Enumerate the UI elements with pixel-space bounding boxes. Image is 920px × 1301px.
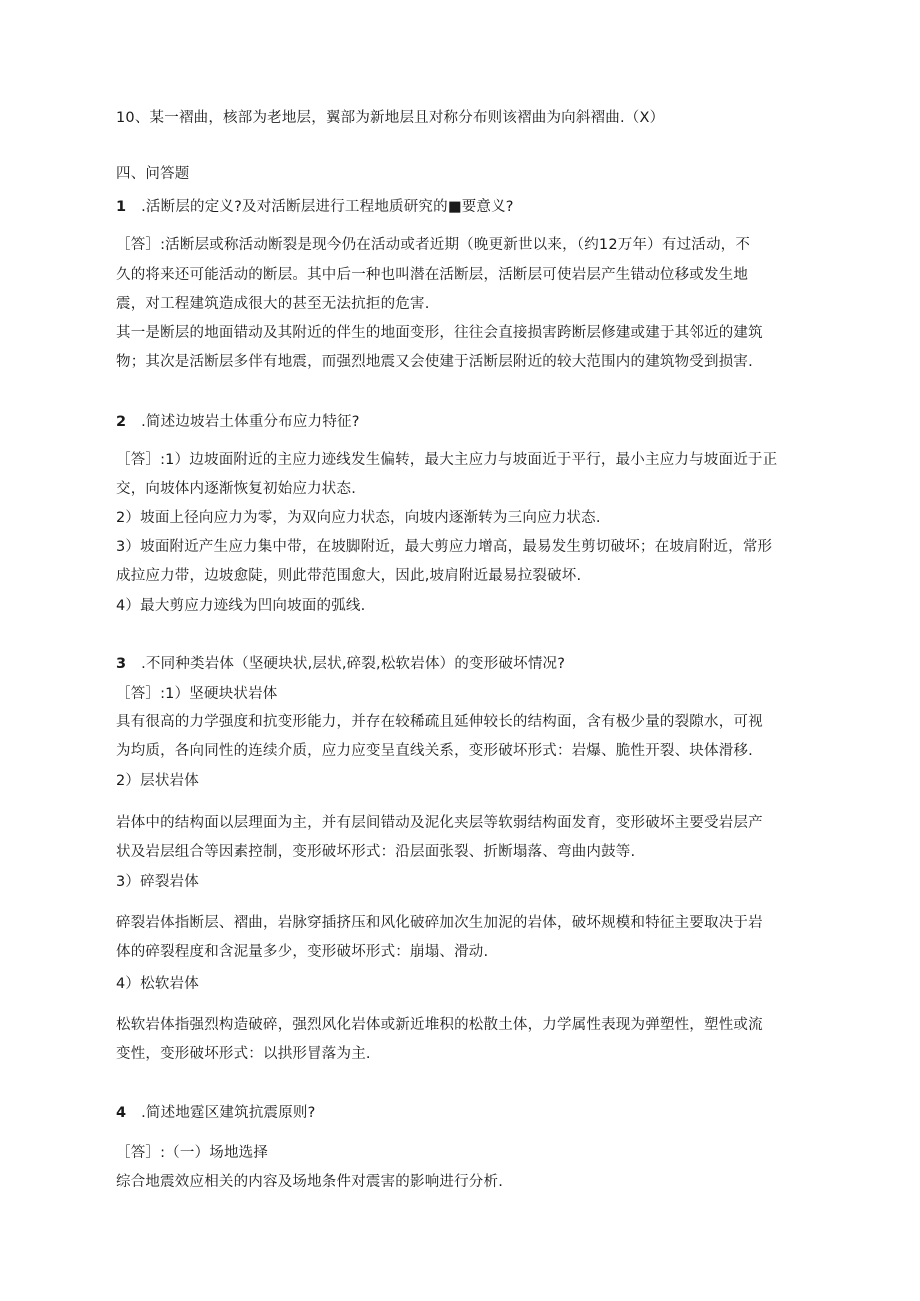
question-text: .不同种类岩体（坚硬块状,层状,碎裂,松软岩体）的变形破坏情况? xyxy=(141,656,566,672)
question-text: .简述地霆区建筑抗震原则? xyxy=(141,1105,316,1121)
answer-line: 久的将来还可能活动的断层。其中后一种也叫潜在活断层，活断层可使岩层产生错动位移或发生地 xyxy=(116,267,749,283)
answer-line: 4）松软岩体 xyxy=(116,976,199,992)
answer-line: 震，对工程建筑造成很大的甚至无法抗拒的危害. xyxy=(116,296,430,312)
question-4 xyxy=(116,1103,316,1123)
answer-line: ［答］:1）边坡面附近的主应力迹线发生偏转，最大主应力与坡面近于平行，最小主应力与坡面近于正 xyxy=(116,452,778,468)
answer-line: 3）碎裂岩体 xyxy=(116,874,199,890)
answer-line: 3）坡面附近产生应力集中带，在坡脚附近，最大剪应力增高，最易发生剪切破坏；在坡肩附近，常形 xyxy=(116,539,773,555)
answer-line: 2）坡面上径向应力为零，为双向应力状态，向坡内逐渐转为三向应力状态. xyxy=(116,510,601,526)
question-text: .活断层的定义?及对活断层进行工程地质研究的■要意义? xyxy=(141,199,514,215)
answer-line: 体的碎裂程度和含泥量多少，变形破坏形式：崩塌、滑动. xyxy=(116,944,489,960)
answer-line: 物；其次是活断层多伴有地震，而强烈地震又会使建于活断层附近的较大范围内的建筑物受到损害. xyxy=(116,354,753,370)
answer-line: ［答］:1）坚硬块状岩体 xyxy=(116,686,278,702)
answer-line: 交，向坡体内逐渐恢复初始应力状态. xyxy=(116,481,357,497)
answer-line: 综合地震效应相关的内容及场地条件对震害的影响进行分析. xyxy=(116,1174,504,1190)
section-heading: 四、问答题 xyxy=(116,166,190,182)
answer-line: ［答］:活断层或称活动断裂是现今仍在活动或者近期（晚更新世以来，（约12万年）有过活动，不 xyxy=(116,237,751,253)
question-number: 3 xyxy=(116,656,127,672)
answer-line: 变性，变形破坏形式：以拱形冒落为主. xyxy=(116,1046,371,1062)
answer-line: 碎裂岩体指断层、褶曲，岩脉穿插挤压和风化破碎加次生加泥的岩体，破坏规模和特征主要取决于岩 xyxy=(116,915,763,931)
question-1 xyxy=(116,197,514,217)
question-3 xyxy=(116,654,565,674)
question-number: 2 xyxy=(116,414,127,430)
answer-line: 4）最大剪应力迹线为凹向坡面的弧线. xyxy=(116,598,366,614)
question-number: 4 xyxy=(116,1105,127,1121)
answer-line: 为均质，各向同性的连续介质，应力应变呈直线关系，变形破坏形式：岩爆、脆性开裂、块体滑移. xyxy=(116,743,753,759)
question-text: .简述边坡岩土体重分布应力特征? xyxy=(141,414,360,430)
answer-line: 状及岩层组合等因素控制，变形破坏形式：沿层面张裂、折断塌落、弯曲内鼓等. xyxy=(116,844,636,860)
answer-line: 成拉应力带，边坡愈陡，则此带范围愈大，因此,坡肩附近最易拉裂破坏. xyxy=(116,568,582,584)
answer-line: 松软岩体指强烈构造破碎，强烈风化岩体或新近堆积的松散土体，力学属性表现为弹塑性，塑性或流 xyxy=(116,1017,763,1033)
question-2 xyxy=(116,412,360,432)
answer-line: 2）层状岩体 xyxy=(116,773,199,789)
question-number: 1 xyxy=(116,199,127,215)
answer-line: 岩体中的结构面以层理面为主，并有层间错动及泥化夹层等软弱结构面发育，变形破坏主要受岩层产 xyxy=(116,815,763,831)
answer-line: 具有很高的力学强度和抗变形能力，并存在较稀疏且延伸较长的结构面，含有极少量的裂隙水，可视 xyxy=(116,714,763,730)
true-false-item-10: 10、某一褶曲，核部为老地层，翼部为新地层且对称分布则该褶曲为向斜褶曲.（X） xyxy=(116,110,665,126)
answer-line: ［答］:（一）场地选择 xyxy=(116,1145,269,1161)
answer-line: 其一是断层的地面错动及其附近的伴生的地面变形，往往会直接损害跨断层修建或建于其邻近的建筑 xyxy=(116,325,763,341)
